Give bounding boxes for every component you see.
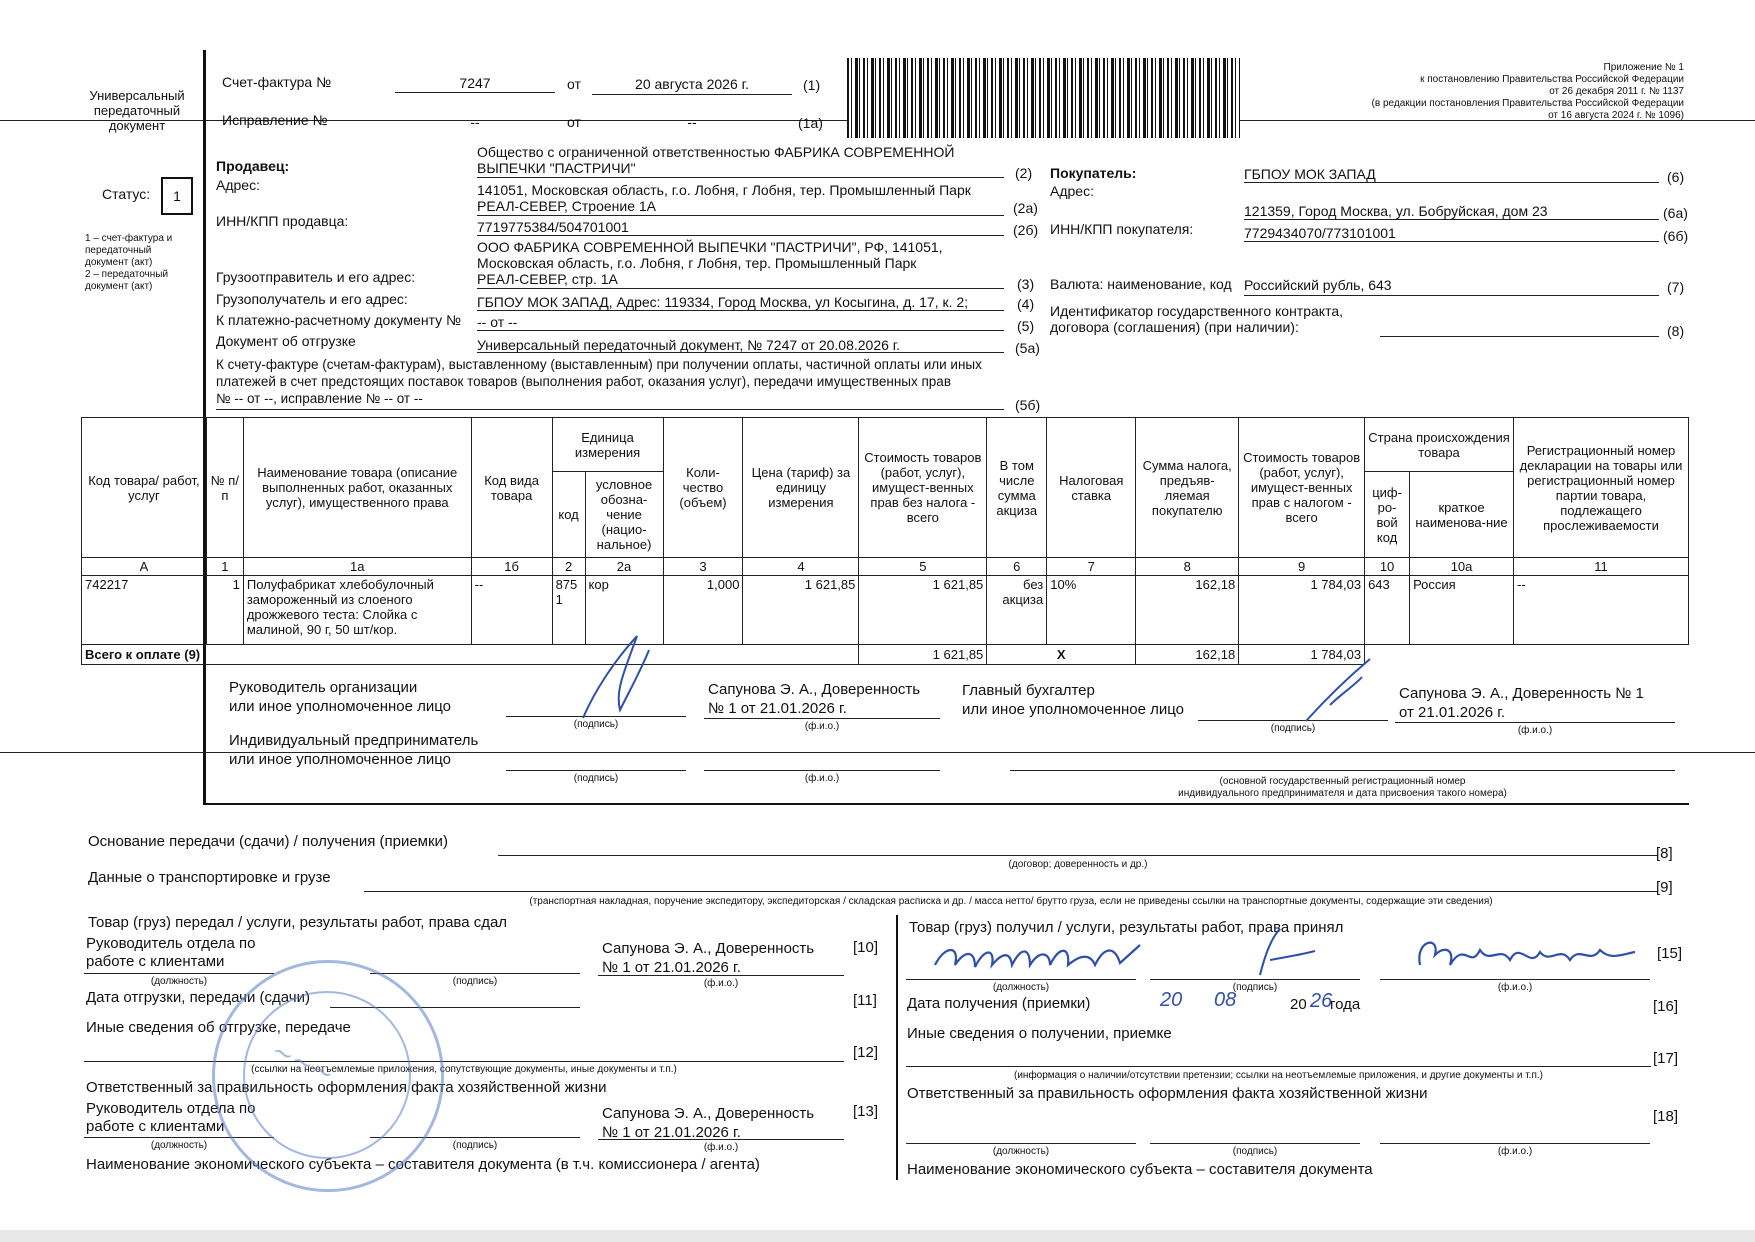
status-box[interactable] — [161, 177, 193, 215]
shipper — [477, 239, 943, 287]
doc-type-line: документ — [108, 118, 166, 133]
cell-country-name: Россия — [1410, 576, 1514, 645]
contract-label-line: Идентификатор государственного контракта, — [1050, 303, 1344, 319]
total-row — [82, 645, 1689, 665]
basis-caption: (договор; доверенность и др.) — [1008, 859, 1148, 870]
total-label: Всего к оплате (9) — [82, 645, 859, 665]
consignee: ГБПОУ МОК ЗАПАД, Адрес: 119334, Город Москва, ул Косыгина, д. 17, к. 2; — [477, 294, 969, 310]
handed-pos-caption: (должность) — [150, 976, 208, 987]
status-note-line: 2 – передаточный — [85, 269, 169, 280]
buyer-address: 121359, Город Москва, ул. Бобруйская, дом 23 — [1244, 203, 1548, 219]
th-code: Код товара/ работ, услуг — [82, 418, 207, 558]
cell-country-code: 643 — [1365, 576, 1410, 645]
handed-position-line: Руководитель отдела по — [86, 935, 256, 952]
col-num: 1а — [243, 558, 471, 576]
code-12: [12] — [853, 1044, 879, 1061]
th-total: Стоимость товаров (работ, услуг), имущест-венных прав с налогом - всего — [1239, 418, 1365, 558]
code-17: [17] — [1653, 1050, 1679, 1067]
shipper-label: Грузоотправитель и его адрес: — [216, 269, 416, 285]
head-label-line: или иное уполномоченное лицо — [229, 698, 452, 715]
advance-text — [216, 356, 982, 407]
payment-doc-label: К платежно-расчетному документу № — [216, 312, 462, 328]
col-num: 10 — [1365, 558, 1410, 576]
head-name — [708, 680, 920, 718]
seller-inn-code: (2б) — [1013, 222, 1039, 238]
accountant-label-line: Главный бухгалтер — [962, 682, 1095, 699]
resp-label: Ответственный за правильность оформления факта хозяйственной жизни — [86, 1079, 607, 1096]
basis-label: Основание передачи (сдачи) / получения (приемки) — [88, 833, 448, 850]
status-label: Статус: — [102, 186, 151, 202]
basis-code: [8] — [1656, 845, 1673, 862]
correction-date: -- — [687, 114, 697, 130]
received-date-label: Дата получения (приемки) — [907, 995, 1091, 1012]
correction-number: -- — [470, 114, 480, 130]
col-num: 2а — [585, 558, 663, 576]
seller-inn-label: ИНН/КПП продавца: — [216, 213, 349, 229]
seller-address-label: Адрес: — [216, 177, 260, 193]
advance-code: (5б) — [1015, 397, 1041, 413]
total-cost: 1 621,85 — [859, 645, 987, 665]
col-num: 10а — [1410, 558, 1514, 576]
accountant-label — [962, 681, 1184, 719]
appendix-line: от 16 августа 2024 г. № 1096) — [1548, 110, 1684, 121]
shipper-code: (3) — [1017, 276, 1035, 292]
cell-cost: 1 621,85 — [859, 576, 987, 645]
resp-position-line: Руководитель отдела по — [86, 1100, 256, 1117]
handwritten-fio-icon — [1410, 930, 1640, 980]
accountant-label-line: или иное уполномоченное лицо — [962, 701, 1185, 718]
th-reg: Регистрационный номер декларации на товары или регистрационный номер партии товара, подлежащего прослеживаемости — [1514, 418, 1689, 558]
invoice-from-label: от — [567, 76, 581, 92]
seller-inn: 7719775384/504701001 — [477, 219, 629, 235]
appendix-line: (в редакции постановления Правительства Российской Федерации — [1371, 98, 1684, 109]
received-date-month: 08 — [1214, 989, 1237, 1011]
shipment-doc: Универсальный передаточный документ, № 7247 от 20.08.2026 г. — [477, 337, 901, 353]
seller-address-line: 141051, Московская область, г.о. Лобня, г Лобня, тер. Промышленный Парк — [477, 182, 971, 198]
buyer-inn-code: (6б) — [1663, 228, 1689, 244]
correction-from: от — [567, 114, 581, 130]
code-15: [15] — [1657, 945, 1683, 962]
received-date-day: 20 — [1160, 989, 1183, 1011]
head-label-line: Руководитель организации — [229, 679, 418, 696]
accountant-name-line: от 21.01.2026 г. — [1399, 704, 1506, 721]
th-country-name: краткое наименова-ние — [1410, 472, 1514, 558]
ogrn-caption-line: индивидуального предпринимателя и дата присвоения такого номера) — [1178, 788, 1507, 799]
received-label: Товар (груз) получил / услуги, результаты работ, права принял — [909, 919, 1344, 936]
th-excise: В том числе сумма акциза — [987, 418, 1047, 558]
col-num: 2 — [552, 558, 585, 576]
buyer-address-label: Адрес: — [1050, 183, 1094, 199]
table-row — [82, 576, 1689, 645]
page-bottom-band — [0, 1230, 1755, 1242]
transport-label: Данные о транспортировке и грузе — [88, 869, 331, 886]
col-num: А — [82, 558, 207, 576]
cell-code: 742217 — [82, 576, 207, 645]
code-1: (1) — [803, 77, 821, 93]
cell-excise: без акциза — [987, 576, 1047, 645]
cell-unit-code: 875 1 — [552, 576, 585, 645]
th-qty: Коли-чество (объем) — [663, 418, 743, 558]
seller-address-line: РЕАЛ-СЕВЕР, Строение 1А — [477, 198, 656, 214]
col-num: 8 — [1136, 558, 1239, 576]
appendix-line: от 26 декабря 2011 г. № 1137 — [1549, 86, 1684, 97]
cell-kind: -- — [471, 576, 552, 645]
accountant-name — [1399, 684, 1644, 722]
col-num: 5 — [859, 558, 987, 576]
resp-position-line: работе с клиентами — [86, 1118, 225, 1135]
resp-name-line: Сапунова Э. А., Доверенность — [602, 1105, 815, 1122]
th-num: № п/п — [206, 418, 243, 558]
ip-sig-caption: (подпись) — [573, 773, 619, 784]
invoice-date: 20 августа 2026 г. — [635, 76, 749, 92]
advance-line: № -- от --, исправление № -- от -- — [216, 391, 423, 406]
col-num: 4 — [743, 558, 859, 576]
th-country-code: циф-ро-вой код — [1365, 472, 1410, 558]
doc-type — [82, 88, 192, 133]
correction-label: Исправление № — [222, 112, 328, 128]
ip-label-line: Индивидуальный предприниматель — [229, 732, 479, 749]
status-note-line: документ (акт) — [85, 257, 153, 268]
appendix — [1290, 62, 1684, 122]
cell-total: 1 784,03 — [1239, 576, 1365, 645]
invoice-number: 7247 — [459, 75, 491, 91]
received-date-suffix: года — [1330, 996, 1361, 1013]
buyer-label: Покупатель: — [1050, 165, 1137, 181]
col-num: 6 — [987, 558, 1047, 576]
cell-reg: -- — [1514, 576, 1689, 645]
code-16: [16] — [1653, 998, 1679, 1015]
handwritten-position-icon — [930, 935, 1150, 980]
col-num: 3 — [663, 558, 743, 576]
consignee-code: (4) — [1017, 296, 1035, 312]
status-note-line: 1 – счет-фактура и — [85, 233, 173, 244]
shipper-line: ООО ФАБРИКА СОВРЕМЕННОЙ ВЫПЕЧКИ "ПАСТРИЧИ", РФ, 141051, — [477, 239, 943, 255]
shipment-doc-label: Документ об отгрузке — [216, 333, 356, 349]
status-note-line: документ (акт) — [85, 281, 153, 292]
shipment-code: (5а) — [1015, 340, 1040, 356]
resp-name — [602, 1104, 814, 1142]
handed-fio-caption: (ф.и.о.) — [703, 978, 739, 989]
currency: Российский рубль, 643 — [1244, 277, 1392, 293]
cell-tax: 162,18 — [1136, 576, 1239, 645]
th-price: Цена (тариф) за единицу измерения — [743, 418, 859, 558]
shipper-line: РЕАЛ-СЕВЕР, стр. 1А — [477, 271, 618, 287]
total-sum: 1 784,03 — [1239, 645, 1365, 665]
ogrn-caption — [1010, 776, 1675, 800]
handed-position — [86, 935, 256, 971]
handed-name-line: Сапунова Э. А., Доверенность — [602, 940, 815, 957]
status-value: 1 — [173, 188, 181, 204]
seller-name-line: Общество с ограниченной ответственностью ФАБРИКА СОВРЕМЕННОЙ — [477, 144, 955, 160]
resp-sig-caption: (подпись) — [452, 1140, 498, 1151]
contract-label — [1050, 303, 1343, 335]
seller-name — [477, 144, 954, 176]
th-country: Страна происхождения товара — [1365, 418, 1514, 472]
received-sig-caption: (подпись) — [1232, 982, 1278, 993]
col-num: 7 — [1047, 558, 1136, 576]
appendix-line: Приложение № 1 — [1603, 62, 1684, 73]
signature-icon — [575, 630, 655, 725]
ip-label-line: или иное уполномоченное лицо — [229, 751, 452, 768]
buyer-inn: 7729434070/773101001 — [1244, 225, 1396, 241]
cell-unit-name: кор — [585, 576, 663, 645]
seller-label: Продавец: — [216, 158, 290, 174]
col-num: 11 — [1514, 558, 1689, 576]
seller-code: (2) — [1015, 165, 1033, 181]
payment-code: (5) — [1017, 318, 1035, 334]
shipper-line: Московская область, г.о. Лобня, г Лобня, тер. Промышленный Парк — [477, 255, 917, 271]
buyer-inn-label: ИНН/КПП покупателя: — [1050, 221, 1194, 237]
th-unit-code: код — [552, 472, 585, 558]
other-caption: (ссылки на неотъемлемые приложения, сопутствующие документы, иные документы и т.п.) — [251, 1064, 677, 1075]
buyer-address-code: (6а) — [1663, 205, 1688, 221]
head-label — [229, 678, 451, 716]
currency-code: (7) — [1667, 279, 1685, 295]
handed-name-line: № 1 от 21.01.2026 г. — [602, 959, 741, 976]
advance-line: платежей в счет предстоящих поставок товаров (выполнения работ, оказания услуг), передачи имущественных прав — [216, 374, 951, 389]
cell-num: 1 — [206, 576, 243, 645]
th-rate: Налоговая ставка — [1047, 418, 1136, 558]
total-excise: X — [987, 645, 1136, 665]
buyer-code: (6) — [1667, 169, 1685, 185]
stamp-seal-icon: ~~~ — [212, 960, 444, 1192]
handed-label: Товар (груз) передал / услуги, результаты работ, права сдал — [88, 914, 508, 931]
buyer-name: ГБПОУ МОК ЗАПАД — [1244, 166, 1376, 182]
received-resp-fio-caption: (ф.и.о.) — [1497, 1146, 1533, 1157]
accountant-fio-caption: (ф.и.о.) — [1517, 725, 1553, 736]
received-resp-sig-caption: (подпись) — [1232, 1146, 1278, 1157]
status-note — [85, 233, 172, 293]
ogrn-caption-line: (основной государственный регистрационный номер — [1219, 776, 1466, 787]
th-kind: Код вида товара — [471, 418, 552, 558]
currency-label: Валюта: наименование, код — [1050, 276, 1232, 292]
transport-code: [9] — [1656, 879, 1673, 896]
code-11: [11] — [853, 992, 877, 1009]
code-13: [13] — [853, 1103, 879, 1120]
received-other-label: Иные сведения о получении, приемке — [907, 1025, 1172, 1042]
seller-address-code: (2а) — [1013, 200, 1038, 216]
received-date-year: 26 — [1310, 990, 1333, 1012]
th-cost: Стоимость товаров (работ, услуг), имущест-венных прав без налога - всего — [859, 418, 987, 558]
contract-label-line: договора (соглашения) (при наличии): — [1050, 319, 1299, 335]
code-1a: (1а) — [798, 115, 823, 131]
handed-position-line: работе с клиентами — [86, 953, 225, 970]
received-resp-pos-caption: (должность) — [992, 1146, 1050, 1157]
th-unit: Единица измерения — [552, 418, 663, 472]
resp-name-line: № 1 от 21.01.2026 г. — [602, 1124, 741, 1141]
seller-address — [477, 182, 971, 214]
total-tax: 162,18 — [1136, 645, 1239, 665]
head-name-line: № 1 от 21.01.2026 г. — [708, 700, 847, 717]
resp-pos-caption: (должность) — [150, 1140, 208, 1151]
head-name-line: Сапунова Э. А., Доверенность — [708, 681, 921, 698]
status-note-line: передаточный — [85, 245, 152, 256]
received-fio-caption: (ф.и.о.) — [1497, 982, 1533, 993]
consignee-label: Грузополучатель и его адрес: — [216, 291, 408, 307]
received-other-caption: (информация о наличии/отсутствии претензии; ссылки на неотъемлемые приложения, и другие документы и т.п.) — [1014, 1070, 1543, 1081]
contract-code: (8) — [1667, 323, 1685, 339]
handwritten-signature-icon — [1240, 925, 1320, 980]
cell-qty: 1,000 — [663, 576, 743, 645]
entity-label-left: Наименование экономического субъекта – составителя документа (в т.ч. комиссионера / агента) — [86, 1156, 760, 1173]
advance-line: К счету-фактуре (счетам-фактурам), выставленному (выставленным) при получении оплаты, частичной оплаты или иных — [216, 357, 982, 372]
received-pos-caption: (должность) — [992, 982, 1050, 993]
accountant-sig-caption: (подпись) — [1270, 723, 1316, 734]
head-fio-caption: (ф.и.о.) — [804, 721, 840, 732]
barcode-icon — [847, 58, 1240, 138]
invoice-label: Счет-фактура № — [222, 74, 332, 90]
col-num: 1б — [471, 558, 552, 576]
th-unit-name: условное обозна-чение (нацио-нальное) — [585, 472, 663, 558]
doc-type-line: передаточный — [93, 103, 181, 118]
other-label: Иные сведения об отгрузке, передаче — [86, 1019, 351, 1036]
col-num: 1 — [206, 558, 243, 576]
handed-name — [602, 939, 814, 977]
ip-label — [229, 731, 478, 769]
cell-name: Полуфабрикат хлебобулочный замороженный из слоеного дрожжевого теста: Слойка с малиной, 90 г, 50 шт/кор. — [243, 576, 471, 645]
handed-sig-caption: (подпись) — [452, 976, 498, 987]
doc-type-line: Универсальный — [89, 88, 185, 103]
resp-fio-caption: (ф.и.о.) — [703, 1142, 739, 1153]
received-date-year-prefix: 20 — [1290, 996, 1307, 1013]
payment-doc: -- от -- — [477, 314, 518, 330]
code-18: [18] — [1653, 1108, 1679, 1125]
entity-label-right: Наименование экономического субъекта – составителя документа — [907, 1161, 1373, 1178]
appendix-line: к постановлению Правительства Российской Федерации — [1420, 74, 1684, 85]
signature-icon — [1300, 655, 1380, 725]
shipping-date-label: Дата отгрузки, передачи (сдачи) — [86, 989, 310, 1006]
goods-table — [81, 417, 1689, 665]
cell-price: 1 621,85 — [743, 576, 859, 645]
head-sig-caption: (подпись) — [573, 719, 619, 730]
seller-name-line: ВЫПЕЧКИ "ПАСТРИЧИ" — [477, 160, 636, 176]
cell-rate: 10% — [1047, 576, 1136, 645]
th-name: Наименование товара (описание выполненных работ, оказанных услуг), имущественного права — [243, 418, 471, 558]
code-10: [10] — [853, 939, 879, 956]
ip-fio-caption: (ф.и.о.) — [804, 773, 840, 784]
accountant-name-line: Сапунова Э. А., Доверенность № 1 — [1399, 685, 1644, 702]
transport-caption: (транспортная накладная, поручение экспедитору, экспедиторская / складская расписка и др. / масса нетто/ брутто груза, если не приведены ссылки на транспортные документы, содержащие эти сведения) — [529, 896, 1493, 907]
th-tax: Сумма налога, предъяв-ляемая покупателю — [1136, 418, 1239, 558]
col-num: 9 — [1239, 558, 1365, 576]
received-resp-label: Ответственный за правильность оформления факта хозяйственной жизни — [907, 1085, 1428, 1102]
